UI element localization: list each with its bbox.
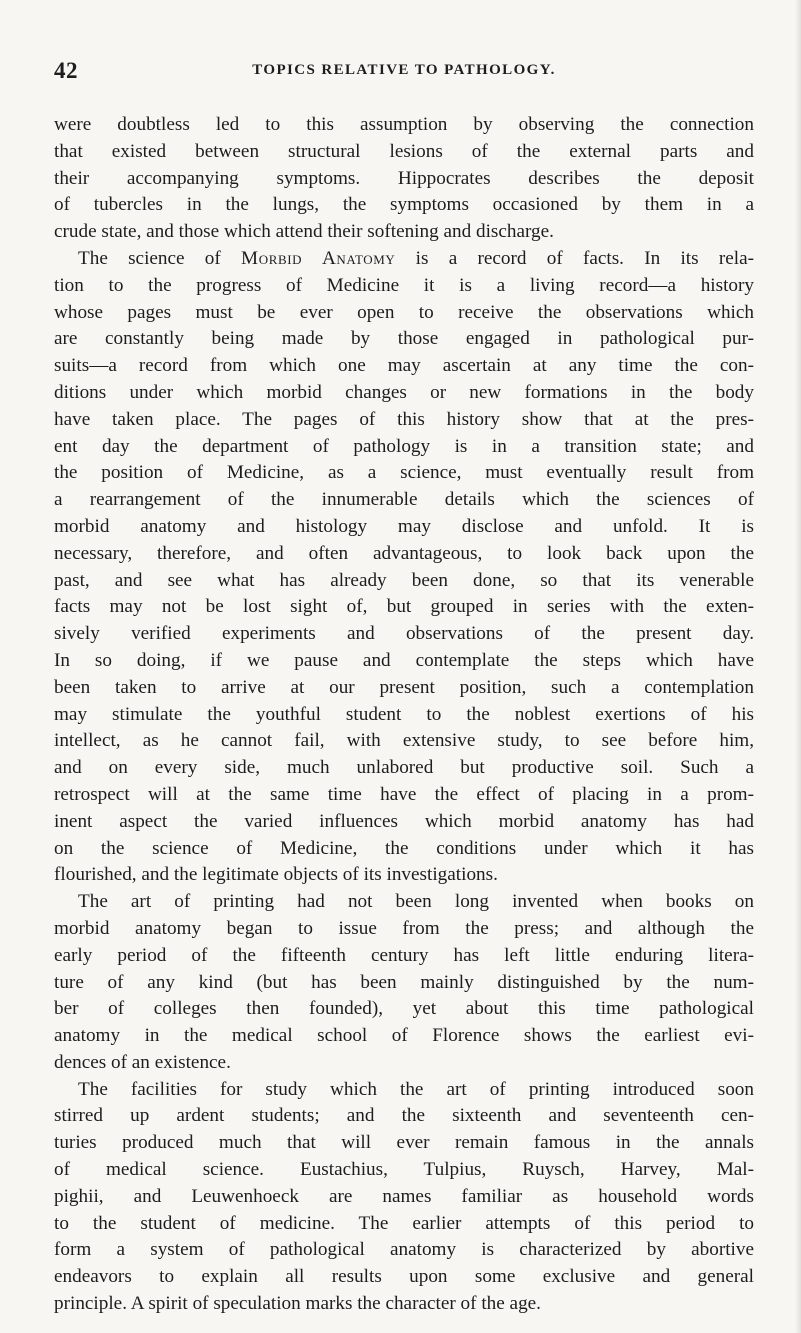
text-line: morbid anatomy began to issue from the press; and although the	[54, 917, 754, 939]
page-number: 42	[54, 58, 78, 83]
text-line: whose pages must be ever open to receive the observations which	[54, 301, 754, 323]
text-line: of tubercles in the lungs, the symptoms occasioned by them in a	[54, 194, 754, 216]
text-line: have taken place. The pages of this history show that at the pres-	[54, 408, 754, 430]
text-fragment: The science of	[78, 247, 221, 269]
text-line: dences of an existence.	[54, 1051, 231, 1073]
term-morbid-anatomy: Morbid Anatomy	[241, 247, 396, 269]
text-line: early period of the fifteenth century has left little enduring litera-	[54, 944, 754, 966]
text-line: were doubtless led to this assumption by observing the connection	[54, 114, 754, 135]
text-line: morbid anatomy and histology may disclose and unfold. It is	[54, 515, 754, 537]
text-line: facts may not be lost sight of, but grouped in series with the exten-	[54, 596, 754, 618]
text-line: tion to the progress of Medicine it is a living record—a history	[54, 274, 754, 296]
text-line: The art of printing had not been long invented when books on	[78, 891, 754, 913]
text-line: turies produced much that will ever remain famous in the annals	[54, 1132, 754, 1154]
text-line: necessary, therefore, and often advantageous, to look back upon the	[54, 542, 754, 564]
text-line: The facilities for study which the art of printing introduced soon	[78, 1078, 754, 1100]
text-line: a rearrangement of the innumerable details which the sciences of	[54, 489, 754, 511]
page-edge-shadow	[795, 0, 801, 1333]
text-line: to the student of medicine. The earlier attempts of this period to	[54, 1212, 754, 1234]
running-head	[54, 58, 754, 88]
text-line: been taken to arrive at our present position, such a contemplation	[54, 676, 754, 698]
text-line: may stimulate the youthful student to the noblest exertions of his	[54, 703, 754, 725]
text-line: on the science of Medicine, the conditions under which it has	[54, 837, 754, 859]
text-line: intellect, as he cannot fail, with extensive study, to see before him,	[54, 730, 754, 752]
text-line: flourished, and the legitimate objects of its investigations.	[54, 864, 498, 886]
text-line: the position of Medicine, as a science, must eventually result from	[54, 462, 754, 484]
text-line: form a system of pathological anatomy is characterized by abortive	[54, 1239, 754, 1261]
running-title: TOPICS RELATIVE TO PATHOLOGY.	[252, 62, 556, 78]
text-line: sively verified experiments and observations of the present day.	[54, 623, 754, 645]
text-line: past, and see what has already been done, so that its venerable	[54, 569, 754, 591]
text-line: principle. A spirit of speculation marks the character of the age.	[54, 1293, 541, 1315]
text-line: In so doing, if we pause and contemplate the steps which have	[54, 649, 754, 671]
text-line: that existed between structural lesions of the external parts and	[54, 140, 754, 162]
text-line: ture of any kind (but has been mainly distinguished by the num-	[54, 971, 754, 993]
text-line: retrospect will at the same time have the effect of placing in a prom-	[54, 783, 754, 805]
text-line-morbid-anatomy	[54, 246, 754, 273]
text-line: ent day the department of pathology is in a transition state; and	[54, 435, 754, 457]
text-line: suits—a record from which one may ascertain at any time the con-	[54, 355, 754, 377]
text-line: inent aspect the varied influences which morbid anatomy has had	[54, 810, 754, 832]
body-text	[54, 112, 754, 1318]
text-line: pighii, and Leuwenhoeck are names familiar as household words	[54, 1185, 754, 1207]
text-line: stirred up ardent students; and the sixteenth and seventeenth cen-	[54, 1105, 754, 1127]
text-line: anatomy in the medical school of Florence shows the earliest evi-	[54, 1025, 754, 1047]
text-line: their accompanying symptoms. Hippocrates describes the deposit	[54, 167, 754, 189]
text-line: of medical science. Eustachius, Tulpius, Ruysch, Harvey, Mal-	[54, 1159, 754, 1181]
text-line: endeavors to explain all results upon some exclusive and general	[54, 1266, 754, 1288]
text-line: and on every side, much unlabored but productive soil. Such a	[54, 757, 754, 779]
text-line: ber of colleges then founded), yet about this time pathological	[54, 998, 754, 1020]
text-line: crude state, and those which attend their softening and discharge.	[54, 221, 554, 243]
text-line: ditions under which morbid changes or new formations in the body	[54, 381, 754, 403]
text-line: are constantly being made by those engaged in pathological pur-	[54, 328, 754, 350]
text-fragment: is a record of facts. In its rela-	[395, 247, 754, 269]
